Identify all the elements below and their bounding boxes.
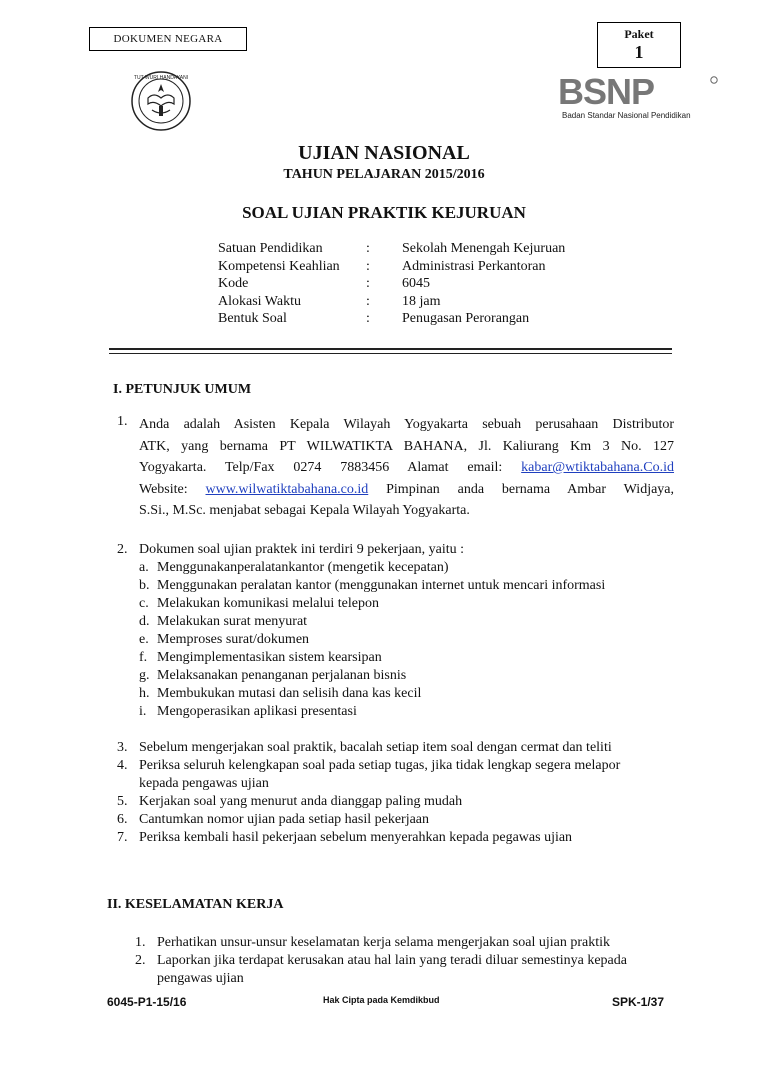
paket-number: 1	[634, 42, 644, 62]
info-colon: :	[366, 258, 370, 274]
paragraph-line: ATK, yang bernama PT WILWATIKTA BAHANA, Jl. Kaliurang Km 3 No. 127	[139, 438, 674, 454]
info-row	[218, 293, 565, 311]
website-label: Website:	[139, 481, 188, 497]
sub-item: Mengoperasikan aplikasi presentasi	[157, 704, 357, 719]
section-heading-petunjuk-umum: I. PETUNJUK UMUM	[113, 382, 252, 397]
section-heading-keselamatan-kerja: II. KESELAMATAN KERJA	[107, 897, 284, 912]
info-colon: :	[366, 276, 370, 292]
list-item: Kerjakan soal yang menurut anda dianggap paling mudah	[139, 794, 463, 809]
sub-item: Mengimplementasikan sistem kearsipan	[157, 650, 382, 665]
sub-letter: i.	[139, 704, 147, 719]
sub-letter: c.	[139, 596, 149, 611]
bsnp-logo-text: BSNP	[558, 74, 655, 110]
sub-item: Melakukan komunikasi melalui telepon	[157, 596, 380, 611]
info-colon: :	[366, 293, 370, 309]
list-item-continuation: kepada pengawas ujian	[139, 776, 269, 791]
paket-box	[597, 22, 681, 68]
sub-item: Menggunakan peralatan kantor (menggunakan internet untuk mencari informasi	[157, 578, 606, 593]
list-number: 1.	[117, 414, 128, 429]
paket-label: Paket	[624, 27, 654, 41]
pimpinan-text: Pimpinan anda bernama Ambar Widjaya,	[386, 481, 675, 497]
bsnp-subtitle: Badan Standar Nasional Pendidikan	[562, 111, 691, 120]
email-link[interactable]: kabar@wtiktabahana.Co.id	[521, 460, 675, 475]
sub-item: Menggunakanperalatankantor (mengetik kecepatan)	[157, 560, 449, 575]
item-2-intro: Dokumen soal ujian praktek ini terdiri 9 pekerjaan, yaitu :	[139, 542, 465, 557]
info-value: 6045	[402, 276, 430, 292]
list-item: Sebelum mengerjakan soal praktik, bacalah setiap item soal dengan cermat dan teliti	[139, 740, 612, 755]
info-value: Administrasi Perkantoran	[402, 258, 546, 274]
sub-letter: g.	[139, 668, 150, 683]
footer-page: SPK-1/37	[612, 995, 665, 1009]
info-row	[218, 240, 565, 258]
info-label: Kompetensi Keahlian	[218, 258, 340, 274]
info-label: Alokasi Waktu	[218, 293, 301, 309]
paragraph-line	[139, 457, 674, 479]
sub-letter: d.	[139, 614, 150, 629]
footer-copyright: Hak Cipta pada Kemdikbud	[323, 995, 440, 1005]
list-item: Periksa kembali hasil pekerjaan sebelum menyerahkan kepada pegawas ujian	[139, 830, 573, 845]
list-item: Laporkan jika terdapat kerusakan atau hal lain yang teradi diluar semestinya kepada	[157, 953, 627, 968]
info-row	[218, 258, 565, 276]
info-label: Bentuk Soal	[218, 311, 287, 327]
list-number: 3.	[117, 740, 128, 755]
exam-title: UJIAN NASIONAL	[298, 142, 470, 164]
paragraph-item-1	[139, 414, 674, 522]
sub-letter: b.	[139, 578, 150, 593]
paragraph-line: S.Si., M.Sc. menjabat sebagai Kepala Wilayah Yogyakarta.	[139, 503, 470, 518]
info-row	[218, 310, 565, 328]
paragraph-line: Anda adalah Asisten Kepala Wilayah Yogyakarta sebuah perusahaan Distributor	[139, 417, 674, 432]
sub-letter: f.	[139, 650, 148, 665]
list-number: 1.	[135, 935, 146, 950]
info-row	[218, 275, 565, 293]
list-number: 6.	[117, 812, 128, 827]
footer-code: 6045-P1-15/16	[107, 995, 187, 1009]
divider	[109, 348, 672, 350]
paragraph-line	[139, 479, 674, 501]
academic-year: TAHUN PELAJARAN 2015/2016	[283, 167, 485, 182]
list-number: 7.	[117, 830, 128, 845]
list-number: 5.	[117, 794, 128, 809]
list-item: Periksa seluruh kelengkapan soal pada setiap tugas, jika tidak lengkap segera melapor	[139, 758, 621, 773]
sub-item: Membukukan mutasi dan selisih dana kas kecil	[157, 686, 422, 701]
contact-text: Yogyakarta. Telp/Fax 0274 7883456 Alamat email:	[139, 460, 503, 475]
divider	[109, 353, 672, 354]
list-number: 2.	[135, 953, 146, 968]
sub-item: Memproses surat/dokumen	[157, 632, 310, 647]
list-item-continuation: pengawas ujian	[157, 971, 244, 986]
info-colon: :	[366, 241, 370, 256]
info-value: 18 jam	[402, 293, 441, 309]
info-colon: :	[366, 311, 370, 327]
info-label: Satuan Pendidikan	[218, 241, 323, 256]
sub-item: Melakukan surat menyurat	[157, 614, 308, 629]
tut-wuri-handayani-emblem	[130, 70, 192, 132]
exam-subject-title: SOAL UJIAN PRAKTIK KEJURUAN	[242, 203, 526, 222]
sub-item: Melaksanakan penanganan perjalanan bisnis	[157, 668, 407, 683]
list-item: Cantumkan nomor ujian pada setiap hasil pekerjaan	[139, 812, 430, 827]
info-value: Sekolah Menengah Kejuruan	[402, 241, 566, 256]
sub-letter: e.	[139, 632, 149, 647]
list-number: 2.	[117, 542, 128, 557]
document-classification-label: DOKUMEN NEGARA	[89, 27, 247, 51]
list-number: 4.	[117, 758, 128, 773]
bsnp-logo	[558, 74, 718, 110]
sub-letter: h.	[139, 686, 150, 701]
list-item: Perhatikan unsur-unsur keselamatan kerja selama mengerjakan soal ujian praktik	[157, 935, 611, 950]
info-value: Penugasan Perorangan	[402, 311, 530, 327]
sub-letter: a.	[139, 560, 149, 575]
exam-info-table	[218, 240, 565, 328]
info-label: Kode	[218, 276, 249, 292]
website-link[interactable]: www.wilwatiktabahana.co.id	[205, 481, 369, 497]
emblem-text: TUT WURI HANDAYANI	[133, 75, 189, 81]
